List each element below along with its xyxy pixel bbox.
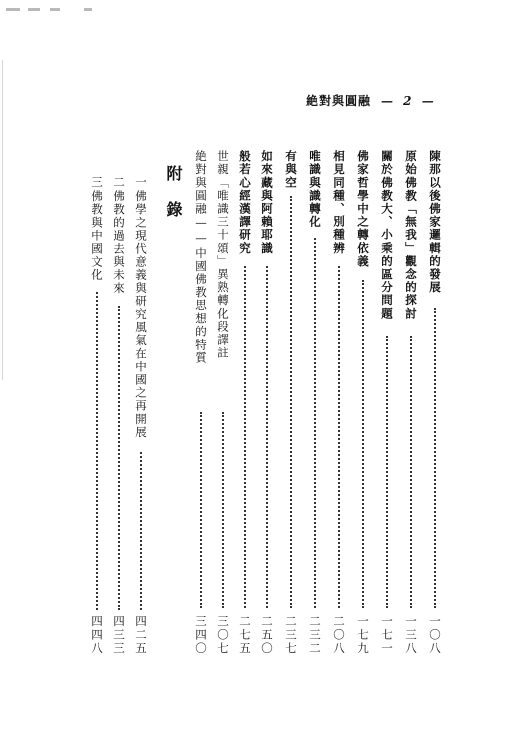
appendix-entry — [134, 176, 148, 690]
dot-leader — [140, 452, 144, 610]
toc-entry-title: 般若心經漢譯研究 — [238, 150, 252, 255]
dot-leader — [362, 280, 366, 608]
dot-leader — [410, 336, 414, 608]
toc-entry-page: 一三八 — [404, 615, 418, 656]
toc-entry-page: 二三二 — [308, 615, 322, 656]
toc-entry — [284, 150, 298, 656]
toc-entry-title: 原始佛教「無我」觀念的探討 — [404, 150, 418, 321]
toc-entry-title: 有與空 — [284, 150, 298, 190]
appendix-entry — [90, 176, 104, 690]
dot-leader — [290, 196, 294, 608]
toc-entry-page: 一〇八 — [428, 615, 442, 656]
appendix-entry-title: 佛教與中國文化 — [90, 190, 104, 282]
toc-entry-title: 唯識與識轉化 — [308, 150, 322, 229]
dot-leader — [314, 238, 318, 608]
dot-leader — [118, 306, 122, 610]
toc-entry — [404, 150, 418, 656]
appendix-entry-page: 四二五 — [134, 615, 148, 656]
dot-leader — [386, 336, 390, 608]
dot-leader — [96, 292, 100, 610]
dot-leader — [244, 266, 248, 608]
appendix-entry-title: 佛學之現代意義與研究風氣在中國之再開展 — [134, 190, 148, 439]
dot-leader — [266, 266, 270, 608]
toc-entry — [332, 150, 346, 656]
dot-leader — [222, 412, 226, 608]
toc-entry — [380, 150, 394, 656]
toc-entry-page: 二七五 — [238, 615, 252, 656]
toc-entry-page: 三四〇 — [194, 615, 208, 656]
page-number: — 2 — — [381, 94, 437, 108]
toc-entry-title: 關於佛教大、小乘的區分問題 — [380, 150, 394, 321]
appendix-entry-title: 佛教的過去與未來 — [112, 190, 126, 295]
appendix-entry-number: 一 — [134, 176, 148, 188]
appendix-heading: 附錄 — [164, 165, 183, 237]
toc-entry-page: 一七九 — [356, 615, 370, 656]
book-title: 絶對與圓融 — [306, 94, 372, 108]
toc-entry — [194, 150, 208, 656]
toc-entry-title: 絶對與圓融——中國佛教思想的特質 — [194, 150, 208, 365]
appendix-entry — [112, 176, 126, 690]
toc-entry-page: 二〇八 — [332, 615, 346, 656]
toc-entry — [356, 150, 370, 656]
appendix-entry-number: 二 — [112, 176, 126, 188]
appendix-entry-number: 三 — [90, 176, 104, 188]
toc-entry — [216, 150, 230, 656]
appendix-entry-page: 四四八 — [90, 615, 104, 656]
toc-entry-title: 陳那以後佛家邏輯的發展 — [428, 150, 442, 295]
toc-entry — [308, 150, 322, 656]
toc-entry-title: 世親「唯識三十頌」異熟轉化段譯註 — [216, 150, 230, 360]
dot-leader — [338, 266, 342, 608]
toc-entry-page: 二五〇 — [260, 615, 274, 656]
toc-entry — [260, 150, 274, 656]
toc-entry-title: 如來藏與阿賴耶識 — [260, 150, 274, 255]
toc-entry — [238, 150, 252, 656]
toc-entry-title: 相見同種、別種辨 — [332, 150, 346, 255]
toc-entry-page: 一七一 — [380, 615, 394, 656]
dot-leader — [434, 308, 438, 608]
dot-leader — [200, 412, 204, 608]
toc-entry-title: 佛家哲學中之轉依義 — [356, 150, 370, 268]
appendix-entry-page: 四三三 — [112, 615, 126, 656]
toc-entry — [428, 150, 442, 656]
toc-entry-page: 三〇七 — [216, 615, 230, 656]
toc-entry-page: 二三七 — [284, 615, 298, 656]
